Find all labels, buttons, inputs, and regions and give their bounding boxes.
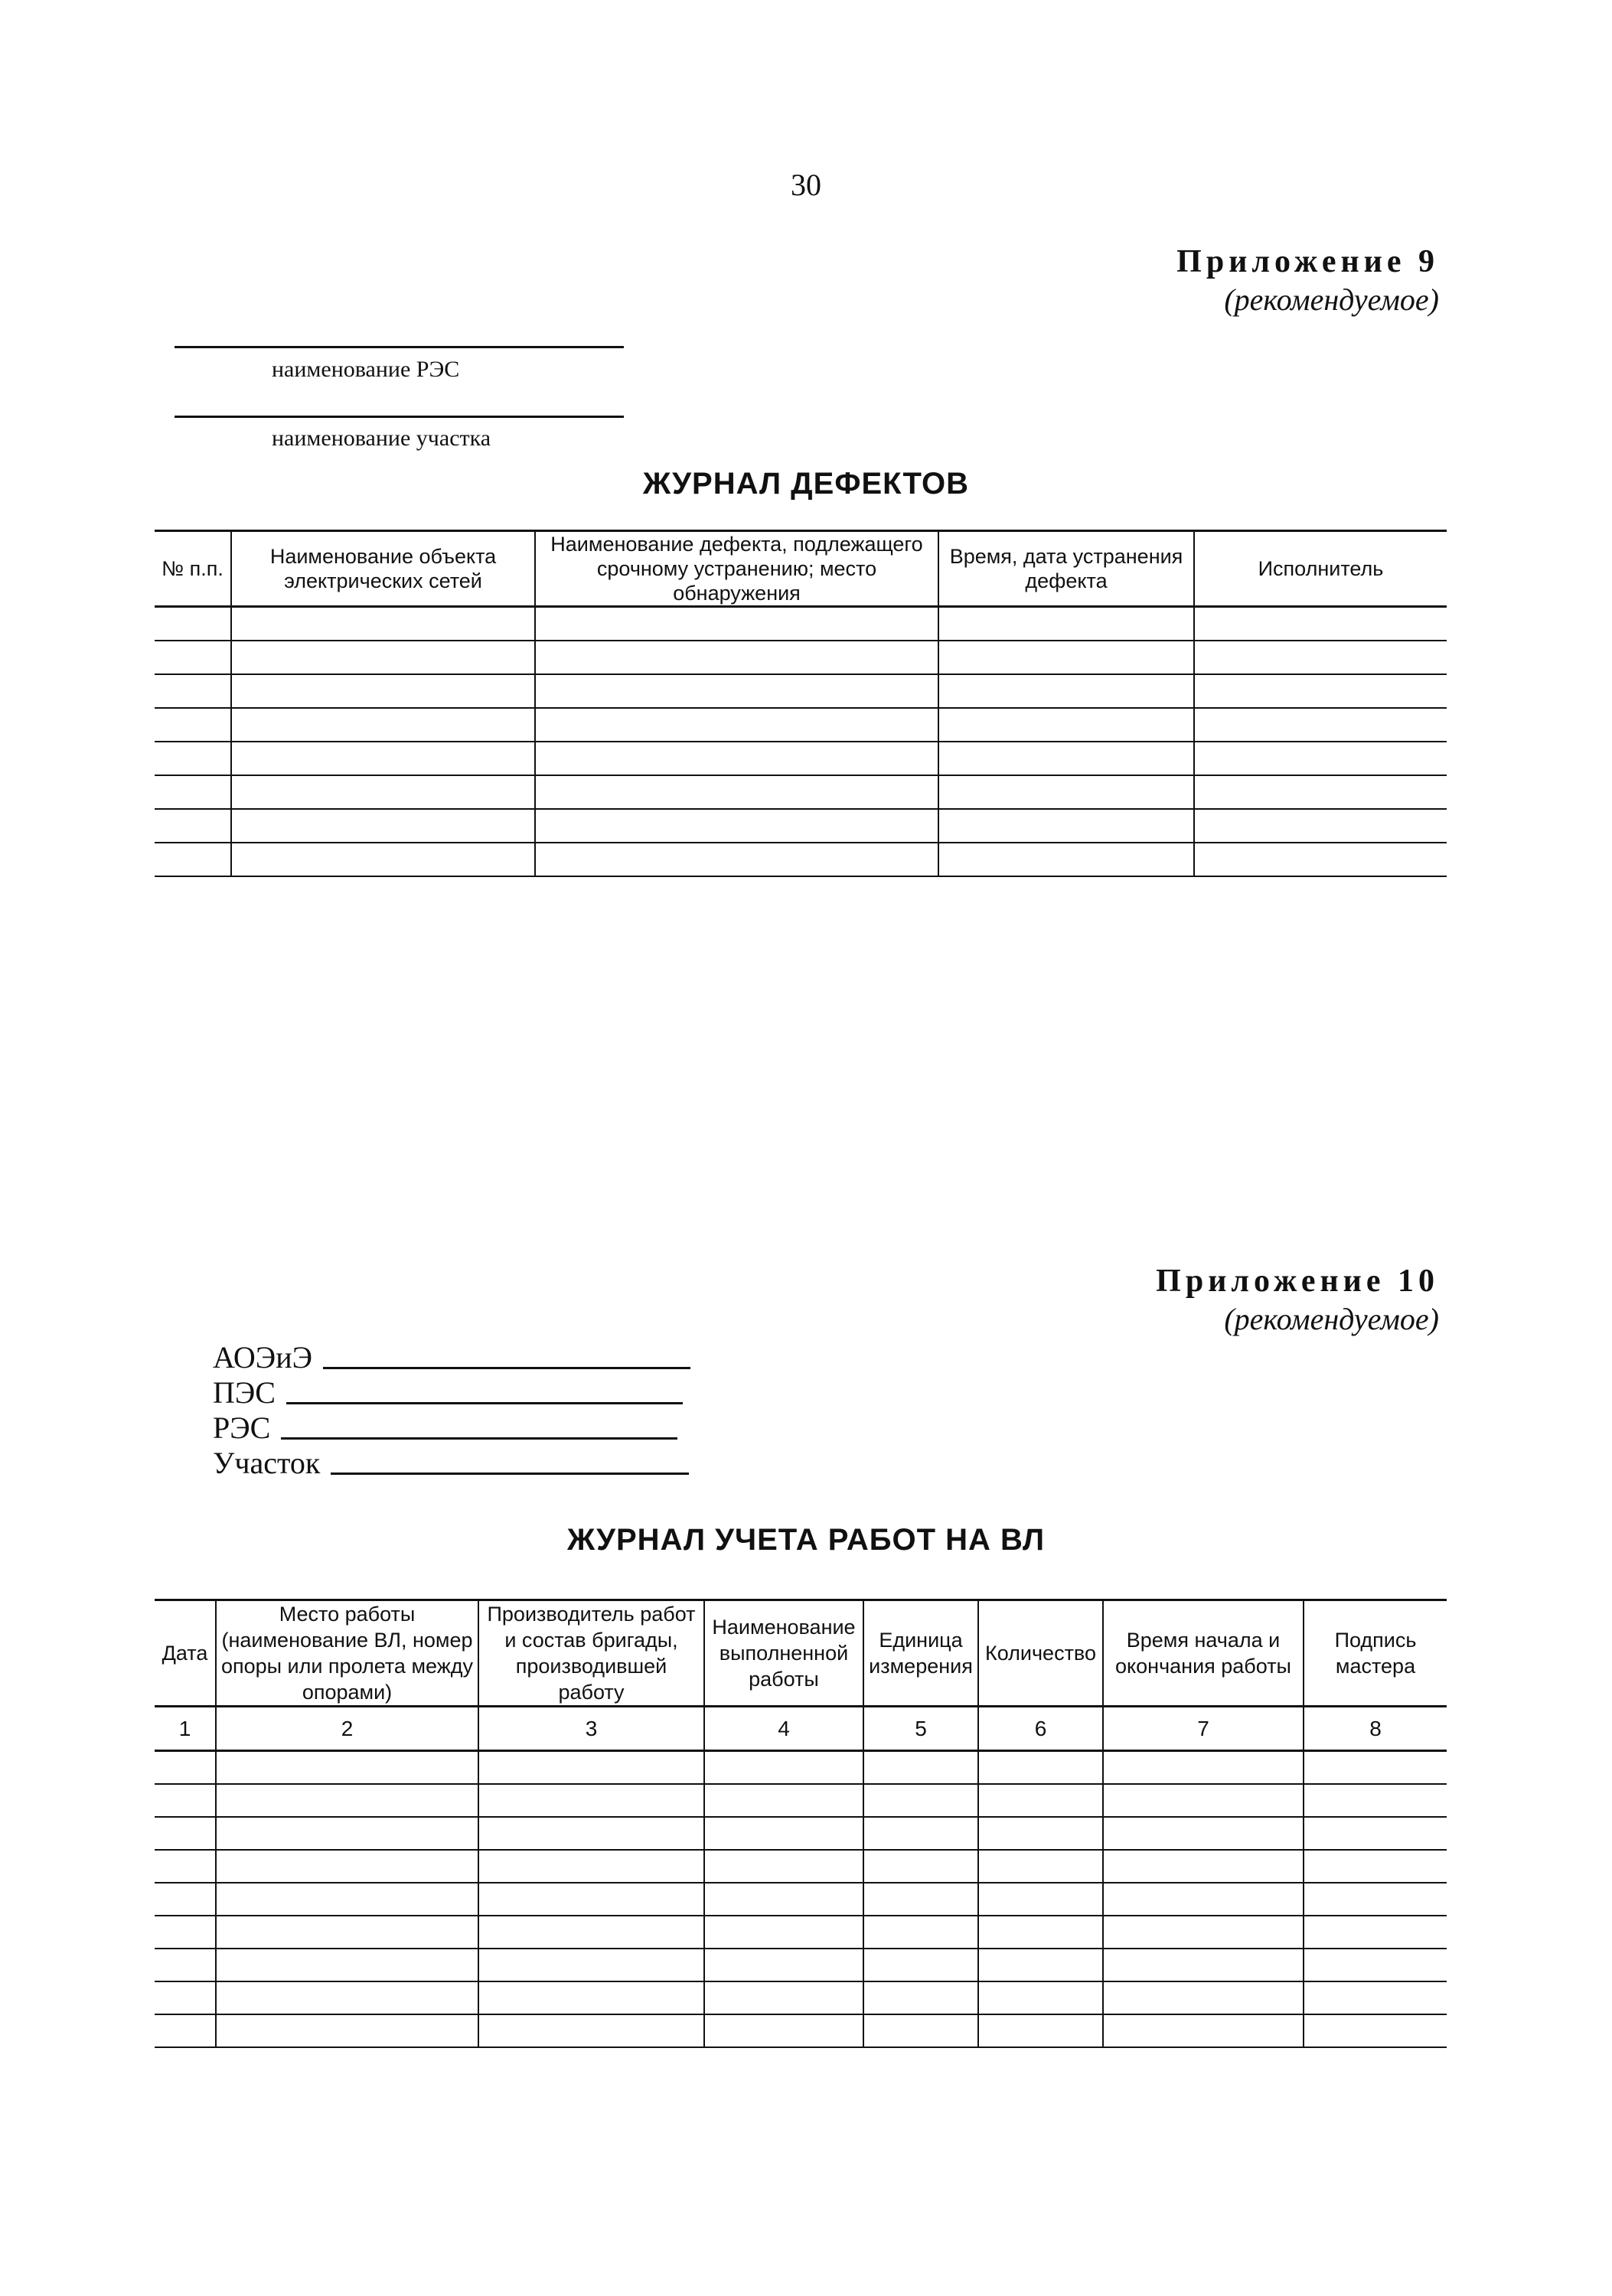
res-name-caption: наименование РЭС <box>272 357 460 382</box>
table-cell[interactable] <box>535 775 938 809</box>
col-header-object: Наименование объекта электрических сетей <box>231 531 535 607</box>
table-cell[interactable] <box>231 674 535 708</box>
table-cell[interactable] <box>978 1784 1103 1817</box>
table-cell[interactable] <box>155 674 231 708</box>
field-section-line[interactable] <box>331 1473 689 1475</box>
table-cell[interactable] <box>863 1949 978 1981</box>
table-row <box>155 641 1447 674</box>
column-number: 8 <box>1304 1707 1447 1751</box>
table-cell[interactable] <box>478 1883 704 1916</box>
table-cell[interactable] <box>938 607 1194 641</box>
table-cell[interactable] <box>704 1784 863 1817</box>
col-header-date: Дата <box>155 1600 216 1707</box>
table-row <box>155 1883 1447 1916</box>
col-header-master-signature: Подпись мастера <box>1304 1600 1447 1707</box>
table-cell[interactable] <box>1103 1981 1304 2014</box>
table-cell[interactable] <box>155 1949 216 1981</box>
table-cell[interactable] <box>704 1916 863 1949</box>
table-header-row <box>155 1600 1447 1707</box>
section-name-caption: наименование участка <box>272 426 491 451</box>
table-cell[interactable] <box>216 1784 478 1817</box>
table-row <box>155 809 1447 843</box>
table-cell[interactable] <box>1304 1916 1447 1949</box>
col-header-defect: Наименование дефекта, подлежащего срочному устранению; место обнаружения <box>535 531 938 607</box>
table-cell[interactable] <box>216 2014 478 2047</box>
work-journal-table <box>155 1599 1447 2048</box>
table-cell[interactable] <box>535 641 938 674</box>
field-pes-line[interactable] <box>286 1402 683 1404</box>
table-row <box>155 1949 1447 1981</box>
table-cell[interactable] <box>1194 809 1447 843</box>
table-cell[interactable] <box>231 607 535 641</box>
table-cell[interactable] <box>231 843 535 876</box>
table-cell[interactable] <box>978 1751 1103 1785</box>
table-cell[interactable] <box>938 809 1194 843</box>
table-cell[interactable] <box>478 1751 704 1785</box>
table-cell[interactable] <box>535 809 938 843</box>
table-cell[interactable] <box>155 708 231 742</box>
column-number: 1 <box>155 1707 216 1751</box>
column-number-row <box>155 1707 1447 1751</box>
table-cell[interactable] <box>155 607 231 641</box>
table-cell[interactable] <box>216 1981 478 2014</box>
table-cell[interactable] <box>863 1916 978 1949</box>
col-header-number: № п.п. <box>155 531 231 607</box>
field-aoeie-line[interactable] <box>323 1367 690 1369</box>
table-cell[interactable] <box>1304 1850 1447 1883</box>
col-header-work-place: Место работы (наименование ВЛ, номер опоры или пролета между опорами) <box>216 1600 478 1707</box>
table-cell[interactable] <box>216 1883 478 1916</box>
table-row <box>155 674 1447 708</box>
table-cell[interactable] <box>1304 1883 1447 1916</box>
table-cell[interactable] <box>155 1751 216 1785</box>
table-cell[interactable] <box>863 1817 978 1850</box>
appendix-10-title: Приложение 10 <box>1156 1264 1439 1299</box>
table-cell[interactable] <box>1103 2014 1304 2047</box>
page-number: 30 <box>791 168 821 202</box>
table-cell[interactable] <box>155 1817 216 1850</box>
table-cell[interactable] <box>978 1949 1103 1981</box>
table-cell[interactable] <box>535 708 938 742</box>
table-cell[interactable] <box>478 1784 704 1817</box>
table-cell[interactable] <box>155 775 231 809</box>
table-cell[interactable] <box>1194 708 1447 742</box>
table-cell[interactable] <box>704 1751 863 1785</box>
work-journal-rows <box>155 1707 1447 2048</box>
table-cell[interactable] <box>155 1850 216 1883</box>
appendix-9-subtitle: (рекомендуемое) <box>1224 282 1439 317</box>
table-cell[interactable] <box>1304 1981 1447 2014</box>
table-cell[interactable] <box>938 742 1194 775</box>
field-aoeie-label: АОЭиЭ <box>213 1340 312 1375</box>
field-res-line[interactable] <box>281 1437 677 1440</box>
table-cell[interactable] <box>1304 2014 1447 2047</box>
table-cell[interactable] <box>231 742 535 775</box>
table-cell[interactable] <box>978 1916 1103 1949</box>
table-cell[interactable] <box>938 708 1194 742</box>
table-cell[interactable] <box>216 1751 478 1785</box>
field-pes-label: ПЭС <box>213 1375 276 1410</box>
work-journal-title: ЖУРНАЛ УЧЕТА РАБОТ НА ВЛ <box>566 1523 1046 1557</box>
appendix-9-title: Приложение 9 <box>1176 244 1439 279</box>
table-cell[interactable] <box>1103 1850 1304 1883</box>
col-header-work-name: Наименование выполненной работы <box>704 1600 863 1707</box>
column-number: 7 <box>1103 1707 1304 1751</box>
table-cell[interactable] <box>231 641 535 674</box>
table-cell[interactable] <box>863 2014 978 2047</box>
table-row <box>155 708 1447 742</box>
col-header-start-end-time: Время начала и окончания работы <box>1103 1600 1304 1707</box>
table-cell[interactable] <box>938 641 1194 674</box>
table-cell[interactable] <box>1304 1817 1447 1850</box>
col-header-quantity: Количество <box>978 1600 1103 1707</box>
table-cell[interactable] <box>155 1883 216 1916</box>
table-cell[interactable] <box>535 607 938 641</box>
table-cell[interactable] <box>704 1883 863 1916</box>
table-cell[interactable] <box>478 1916 704 1949</box>
field-aoeie <box>213 1339 690 1375</box>
table-cell[interactable] <box>216 1949 478 1981</box>
table-cell[interactable] <box>478 1981 704 2014</box>
table-cell[interactable] <box>704 2014 863 2047</box>
table-row <box>155 2014 1447 2047</box>
table-cell[interactable] <box>978 1883 1103 1916</box>
table-cell[interactable] <box>704 1850 863 1883</box>
table-cell[interactable] <box>1103 1784 1304 1817</box>
table-cell[interactable] <box>478 1817 704 1850</box>
table-cell[interactable] <box>535 742 938 775</box>
table-cell[interactable] <box>1194 607 1447 641</box>
table-cell[interactable] <box>478 1949 704 1981</box>
table-cell[interactable] <box>231 775 535 809</box>
table-cell[interactable] <box>231 809 535 843</box>
field-section <box>213 1445 689 1481</box>
table-cell[interactable] <box>1194 641 1447 674</box>
table-row <box>155 1916 1447 1949</box>
table-row <box>155 775 1447 809</box>
table-cell[interactable] <box>155 742 231 775</box>
column-number: 2 <box>216 1707 478 1751</box>
appendix-10-subtitle: (рекомендуемое) <box>1224 1302 1439 1336</box>
table-cell[interactable] <box>155 641 231 674</box>
table-cell[interactable] <box>1194 674 1447 708</box>
table-cell[interactable] <box>978 1981 1103 2014</box>
table-row <box>155 742 1447 775</box>
table-cell[interactable] <box>704 1981 863 2014</box>
table-cell[interactable] <box>155 843 231 876</box>
table-cell[interactable] <box>535 674 938 708</box>
table-cell[interactable] <box>155 1981 216 2014</box>
table-header-row <box>155 531 1447 607</box>
table-row <box>155 1850 1447 1883</box>
column-number: 4 <box>704 1707 863 1751</box>
table-row <box>155 1751 1447 1785</box>
field-pes <box>213 1375 683 1411</box>
column-number: 3 <box>478 1707 704 1751</box>
table-cell[interactable] <box>1194 843 1447 876</box>
table-row <box>155 1784 1447 1817</box>
table-cell[interactable] <box>1103 1949 1304 1981</box>
table-cell[interactable] <box>155 2014 216 2047</box>
table-cell[interactable] <box>978 1850 1103 1883</box>
table-cell[interactable] <box>231 708 535 742</box>
table-cell[interactable] <box>1304 1949 1447 1981</box>
defects-journal-table <box>155 530 1447 877</box>
table-cell[interactable] <box>863 1751 978 1785</box>
table-row <box>155 607 1447 641</box>
table-cell[interactable] <box>155 1784 216 1817</box>
table-cell[interactable] <box>938 674 1194 708</box>
column-number: 6 <box>978 1707 1103 1751</box>
defects-journal-title: ЖУРНАЛ ДЕФЕКТОВ <box>643 467 969 501</box>
col-header-work-manager: Производитель работ и состав бригады, производившей работу <box>478 1600 704 1707</box>
table-cell[interactable] <box>1103 1751 1304 1785</box>
table-cell[interactable] <box>1194 742 1447 775</box>
table-cell[interactable] <box>216 1916 478 1949</box>
field-res-label: РЭС <box>213 1411 271 1445</box>
table-cell[interactable] <box>863 1850 978 1883</box>
column-number: 5 <box>863 1707 978 1751</box>
table-cell[interactable] <box>216 1850 478 1883</box>
table-cell[interactable] <box>978 2014 1103 2047</box>
field-res <box>213 1410 677 1446</box>
res-name-line[interactable] <box>175 346 624 348</box>
section-name-line[interactable] <box>175 416 624 418</box>
table-cell[interactable] <box>704 1949 863 1981</box>
defects-journal-rows <box>155 607 1447 877</box>
table-cell[interactable] <box>1304 1784 1447 1817</box>
table-cell[interactable] <box>978 1817 1103 1850</box>
table-cell[interactable] <box>863 1883 978 1916</box>
table-cell[interactable] <box>1103 1817 1304 1850</box>
table-cell[interactable] <box>1103 1916 1304 1949</box>
table-cell[interactable] <box>478 1850 704 1883</box>
table-cell[interactable] <box>863 1981 978 2014</box>
table-cell[interactable] <box>1194 775 1447 809</box>
table-cell[interactable] <box>535 843 938 876</box>
col-header-unit: Единица измерения <box>863 1600 978 1707</box>
table-row <box>155 1817 1447 1850</box>
table-cell[interactable] <box>704 1817 863 1850</box>
field-section-label: Участок <box>213 1446 321 1480</box>
table-cell[interactable] <box>216 1817 478 1850</box>
col-header-executor: Исполнитель <box>1194 531 1447 607</box>
table-cell[interactable] <box>478 2014 704 2047</box>
table-cell[interactable] <box>1103 1883 1304 1916</box>
table-row <box>155 1981 1447 2014</box>
table-row <box>155 843 1447 876</box>
table-cell[interactable] <box>863 1784 978 1817</box>
col-header-time-date: Время, дата устранения дефекта <box>938 531 1194 607</box>
table-cell[interactable] <box>938 775 1194 809</box>
table-cell[interactable] <box>938 843 1194 876</box>
table-cell[interactable] <box>1304 1751 1447 1785</box>
table-cell[interactable] <box>155 1916 216 1949</box>
table-cell[interactable] <box>155 809 231 843</box>
